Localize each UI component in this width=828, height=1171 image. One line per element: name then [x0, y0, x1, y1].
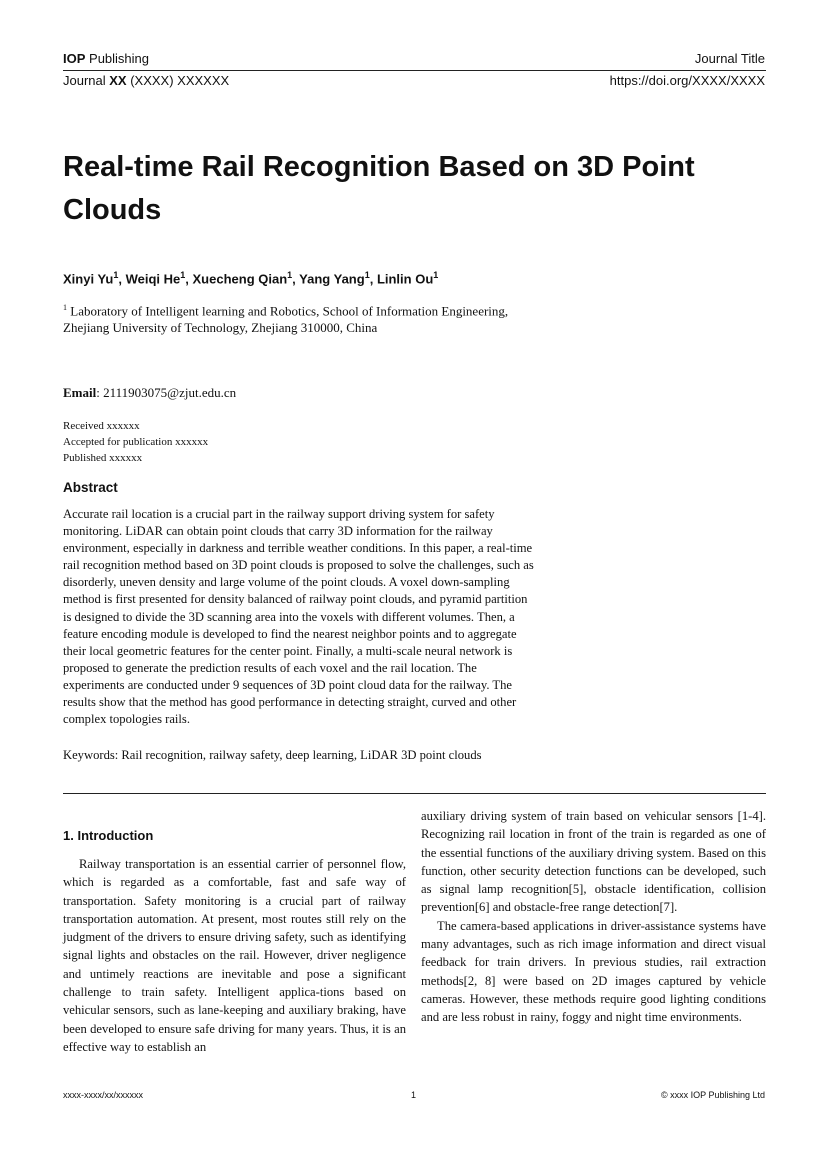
- abstract-line: environment, especially in darkness and terrible weather conditions. In this paper, a real-time: [63, 541, 533, 556]
- doi-link[interactable]: https://doi.org/XXXX/XXXX: [609, 73, 765, 88]
- journal-title: Journal Title: [694, 51, 765, 66]
- author-affiliation-mark: 1: [113, 270, 119, 280]
- accepted-date: Accepted for publication xxxxxx: [63, 436, 209, 448]
- author-name: Weiqi He: [125, 271, 181, 287]
- introduction-heading: 1. Introduction: [63, 828, 154, 843]
- abstract-line: is designed to divide the 3D scanning area into the voxels with different volumes. Then, a: [63, 609, 515, 624]
- section-divider: [63, 793, 766, 794]
- publication-dates: [63, 418, 208, 466]
- abstract-line: feature encoding module is developed to find the nearest neighbor points and to aggregate: [63, 626, 517, 641]
- abstract-line: method is first presented for density balanced of railway point clouds, and pyramid partition: [63, 592, 528, 607]
- article-code: xxxx-xxxx/xx/xxxxxx: [63, 1090, 143, 1100]
- abstract-line: Accurate rail location is a crucial part in the railway support driving system for safety: [63, 507, 495, 521]
- abstract-line: complex topologies rails.: [63, 712, 190, 727]
- paragraph: Railway transportation is an essential carrier of personnel flow, which is regarded as a comfortable, fast and safe way of transportation. Safety monitoring is a crucial part of railway transportation automation. At present, most routes still rely on the judgment of the drivers to ensure driving safety, such as identifying signal lights and obstacles on the rail. However, driver negligence and untimely reactions are inevitable and pose a significant challenge to train safety. Intelligent applica-tions based on vehicular sensors, such as lane-keeping and auxiliary braking, have been developed to ensure safe driving for many years. Thus, it is an effective way to establish an: [63, 857, 406, 1054]
- paragraph: The camera-based applications in driver-assistance systems have many advantages, such as rich image information and direct visual feedback for train drivers. In previous studies, rail extraction methods[2, 8] were based on 2D images captured by vehicle cameras. However, these methods require good lighting conditions and are less robust in rainy, foggy and night time environments.: [421, 918, 766, 1025]
- abstract-line: proposed to generate the prediction results of each voxel and the rail location. The: [63, 660, 477, 675]
- author-affiliation-mark: 1: [433, 270, 439, 280]
- author-affiliation-mark: 1: [180, 270, 186, 280]
- abstract-heading: Abstract: [63, 480, 118, 495]
- publisher-name: IOP Publishing: [63, 51, 150, 66]
- corresponding-email: Email: 2111903075@zjut.edu.cn: [63, 385, 237, 400]
- paragraph: auxiliary driving system of train based on vehicular sensors [1-4]. Recognizing rail location in front of the train is regarded as one of the essential functions of the auxiliary driving system. Based on this function, other security detection functions can be developed, such as signal lamp recognition[5], obstacle identification, collision prevention[6] and obstacle-free range detection[7].: [421, 809, 766, 915]
- page-number: 1: [411, 1090, 417, 1100]
- abstract-line: disorderly, uneven density and large volume of the point clouds. A voxel down-sampling: [63, 575, 510, 590]
- received-date: Received xxxxxx: [63, 420, 140, 432]
- abstract-body: [63, 506, 585, 728]
- author-affiliation-mark: 1: [364, 270, 370, 280]
- author-name: Linlin Ou: [376, 271, 434, 287]
- published-date: Published xxxxxx: [63, 452, 143, 464]
- header-rule: [63, 70, 766, 71]
- author-name: Yang Yang: [299, 271, 365, 287]
- journal-reference: Journal XX (XXXX) XXXXXX: [63, 73, 230, 88]
- abstract-line: monitoring. LiDAR can obtain point clouds that carry 3D information for the railway: [63, 524, 493, 539]
- abstract-line: results show that the method has good performance in detecting straight, curved and other: [63, 695, 517, 710]
- abstract-line: rail recognition method based on 3D point clouds is proposed to solve the challenges, such as: [63, 558, 534, 573]
- abstract-line: experiments are conducted under 9 sequences of 3D point cloud data for the railway. The: [63, 677, 513, 692]
- author-name: Xinyi Yu: [63, 271, 114, 287]
- author-name: Xuecheng Qian: [192, 271, 288, 287]
- paper-title: Real-time Rail Recognition Based on 3D Point Clouds: [63, 151, 695, 226]
- introduction-right-column: [421, 807, 766, 1027]
- introduction-left-column: [63, 855, 406, 1056]
- copyright-notice: © xxxx IOP Publishing Ltd: [660, 1090, 765, 1100]
- keywords: Keywords: Rail recognition, railway safety, deep learning, LiDAR 3D point clouds: [63, 748, 482, 762]
- author-list: Xinyi Yu$^1$, Weiqi He$^1$, Xuecheng Qian$^1$, Yang Yang$^1$, Linlin Ou$^1$: [63, 270, 439, 287]
- abstract-line: their local geometric features for the center point. Finally, a multi-scale neural network is: [63, 643, 513, 658]
- affiliation: $^1$ Laboratory of Intelligent learning and Robotics, School of Information Engineering, Zhejiang University of Technology, Zhejiang 310000, China: [63, 303, 509, 336]
- author-affiliation-mark: 1: [287, 270, 293, 280]
